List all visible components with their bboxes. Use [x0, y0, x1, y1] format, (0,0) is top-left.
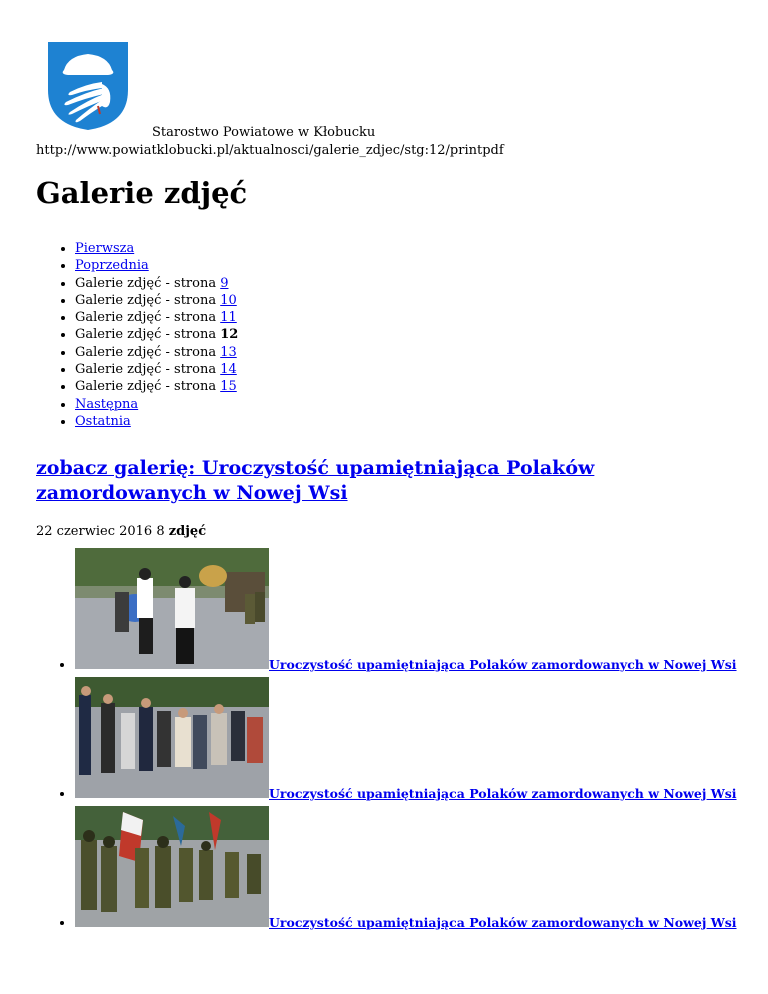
page-link[interactable]: 13 [220, 344, 237, 360]
gallery-title [36, 456, 676, 506]
last-page-link[interactable]: Ostatnia [75, 413, 131, 429]
current-page: 12 [220, 327, 239, 343]
page-link[interactable]: 11 [220, 310, 237, 326]
gallery-date: 22 czerwiec 2016 [36, 524, 153, 539]
page-link[interactable]: 9 [220, 275, 229, 291]
photo-link[interactable] [75, 915, 269, 930]
pagination-page: • Galerie zdjęć - strona 15 [75, 378, 238, 395]
pagination-current: • Galerie zdjęć - strona 12 [75, 326, 238, 343]
pagination-page: • Galerie zdjęć - strona 14 [75, 361, 238, 378]
list-item [75, 548, 765, 673]
list-item [75, 806, 765, 931]
photo-caption[interactable]: Uroczystość upamiętniająca Polaków zamordowanych w Nowej Wsi [269, 786, 737, 801]
procession-crowd-photo[interactable] [75, 677, 269, 798]
coat-of-arms-icon [46, 40, 130, 132]
pagination-last [75, 413, 238, 430]
marching-band-photo[interactable] [75, 548, 269, 669]
page-link[interactable]: 10 [220, 292, 237, 308]
photo-count-label: zdjęć [168, 524, 207, 539]
photo-caption[interactable]: Uroczystość upamiętniająca Polaków zamordowanych w Nowej Wsi [269, 915, 737, 930]
gallery-link[interactable]: zobacz galerię: Uroczystość upamiętniająca Polaków zamordowanych w Nowej Wsi [36, 457, 595, 504]
pagination [36, 240, 238, 430]
source-url: http://www.powiatklobucki.pl/aktualnosci/galerie_zdjec/stg:12/printpdf [36, 143, 504, 158]
page-title: Galerie zdjęć [36, 176, 248, 210]
gallery-photo-list [36, 548, 765, 935]
site-name: Starostwo Powiatowe w Kłobucku [152, 125, 376, 140]
gallery-meta [36, 524, 206, 539]
soldiers-with-banners-photo[interactable] [75, 806, 269, 927]
previous-page-link[interactable]: Poprzednia [75, 258, 149, 274]
photo-link[interactable] [75, 657, 269, 672]
pagination-page: • Galerie zdjęć - strona 10 [75, 292, 238, 309]
pagination-page: • Galerie zdjęć - strona 13 [75, 344, 238, 361]
list-item [75, 677, 765, 802]
pagination-page: • Galerie zdjęć - strona 11 [75, 309, 238, 326]
page-link[interactable]: 15 [220, 379, 237, 395]
photo-caption[interactable]: Uroczystość upamiętniająca Polaków zamordowanych w Nowej Wsi [269, 657, 737, 672]
first-page-link[interactable]: Pierwsza [75, 241, 135, 256]
pagination-first [75, 240, 238, 257]
pagination-prev [75, 257, 238, 274]
pagination-page: • Galerie zdjęć - strona 9 [75, 275, 238, 292]
photo-link[interactable] [75, 786, 269, 801]
photo-count: 8 [156, 524, 165, 539]
next-page-link[interactable]: Następna [75, 396, 139, 412]
page-link[interactable]: 14 [220, 362, 237, 378]
pagination-next [75, 396, 238, 413]
